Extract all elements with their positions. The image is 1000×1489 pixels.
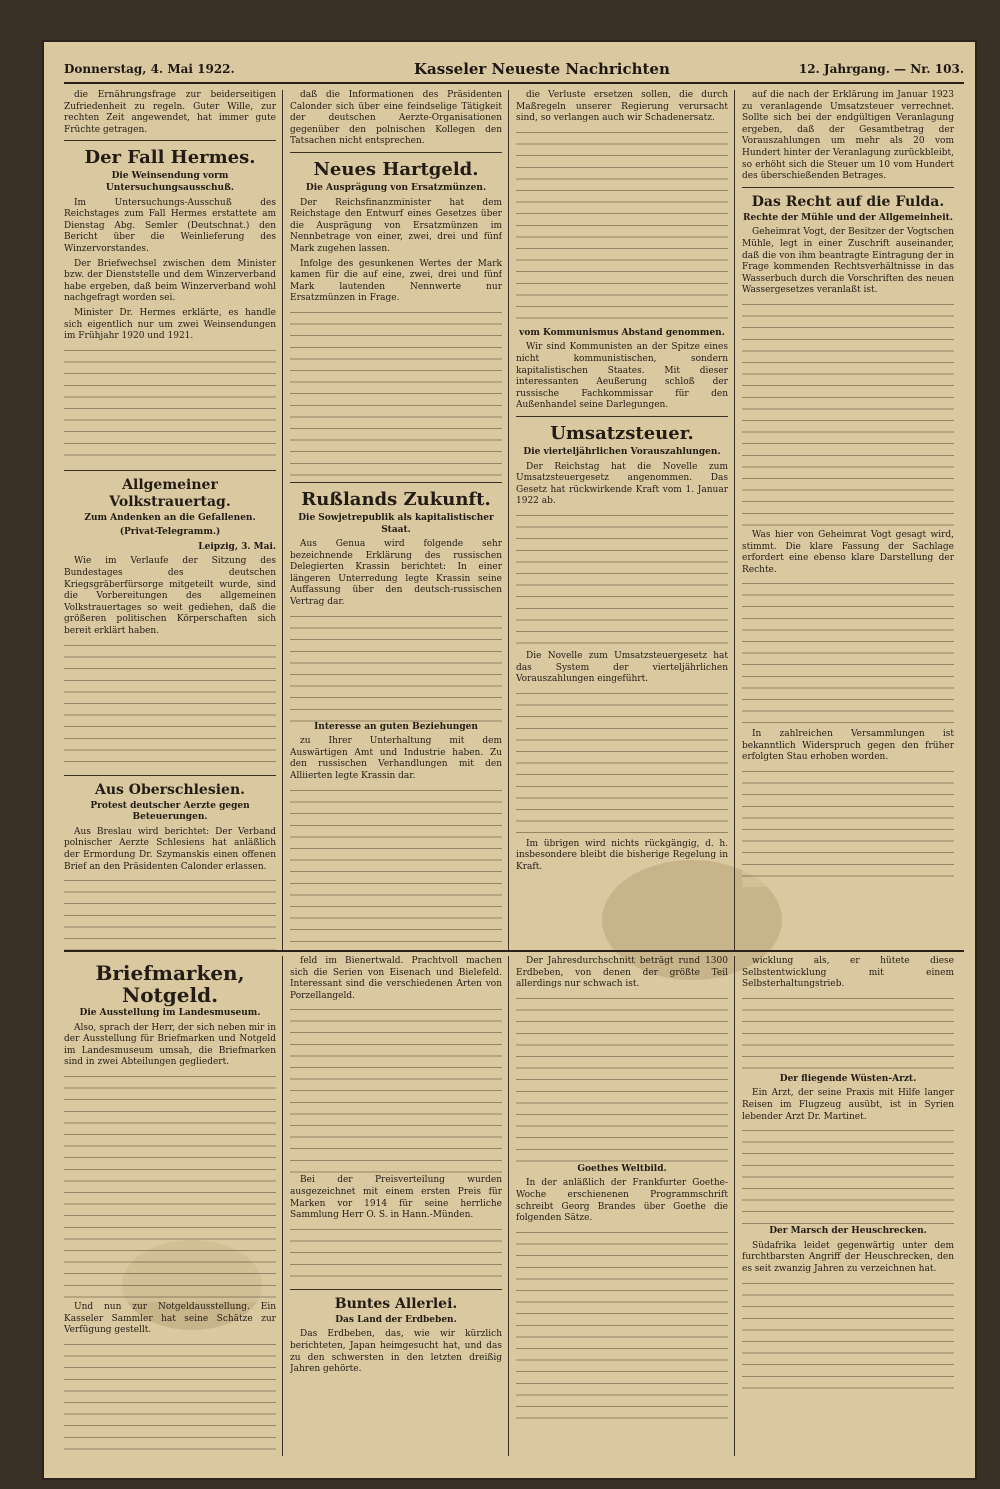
column-rule <box>282 956 283 1456</box>
lower-column-3 <box>516 956 728 1456</box>
paragraph: Aus Genua wird folgende sehr bezeichnende Erklärung des russischen Delegierten Krassin berichtet: In einer längeren Unterredung legte Krassin seine Auffassung über den deutsch-russischen Vertrag dar. <box>290 539 502 608</box>
paragraph: Wir sind Kommunisten an der Spitze eines nicht kommunistischen, sondern kapitalistischen Staates. Mit dieser interessanten Aeußerung schloß der russische Fachkommissar für den Außenhandel seine Darlegungen. <box>516 342 728 411</box>
paragraph: Minister Dr. Hermes erklärte, es handle sich eigentlich nur um zwei Weinsendungen im Frühjahr 1920 und 1921. <box>64 307 276 342</box>
issue-date: Donnerstag, 4. Mai 1922. <box>64 62 235 76</box>
headline: Der Fall Hermes. <box>84 147 256 169</box>
paragraph: die Ernährungsfrage zur beiderseitigen Zufriedenheit zu regeln. Guter Wille, zur rechten Zeit angewendet, hat immer gute Früchte getragen. <box>64 90 276 135</box>
paragraph: Der Briefwechsel zwischen dem Minister bzw. der Dienststelle und dem Winzerverband habe ergeben, daß beim Winzerverband wohl nachgefragt worden sei. <box>64 258 276 304</box>
paragraph: daß die Informationen des Präsidenten Calonder sich über eine feindselige Tätigkeit der deutschen Aerzte-Organisationen gegenüber den polnischen Kollegen den Tatsachen nicht entsprechen. <box>290 90 502 147</box>
column-rule <box>508 90 509 950</box>
subheadline: Die Sowjetrepublik als kapitalistischer Staat. <box>298 512 494 535</box>
column-3 <box>516 90 728 950</box>
text-lines <box>290 612 502 722</box>
subheadline: Die vierteljährlichen Vorauszahlungen. <box>523 446 721 457</box>
text-lines <box>516 689 728 839</box>
text-lines <box>742 1126 954 1226</box>
paragraph: Der Reichsfinanzminister hat dem Reichstage den Entwurf eines Gesetzes über die Ausprägung von Ersatzmünzen im Nennbetrage von einer, zwei, drei und fünf Mark zugehen lassen. <box>290 197 502 254</box>
column-rule <box>508 956 509 1456</box>
paragraph: die Verluste ersetzen sollen, die durch Maßregeln unserer Regierung verursacht sind, so verlangen auch wir Schadenersatz. <box>516 90 728 124</box>
paragraph: Wie im Verlaufe der Sitzung des Bundestages des deutschen Kriegsgräberfürsorge mitgeteilt wurde, sind die Vorbereitungen des allgemeinen Volkstrauertages so weit gediehen, daß die größeren politischen Körperschaften sich bereit erklärt haben. <box>64 556 276 637</box>
text-lines <box>64 641 276 771</box>
paper-title: Kasseler Neueste Nachrichten <box>414 60 670 78</box>
paragraph: feld im Bienertwald. Prachtvoll machen sich die Serien von Eisenach und Bielefeld. Interessant sind die verschiedenen Arten von Porzellangeld. <box>290 956 502 1001</box>
column-1 <box>64 90 276 950</box>
paragraph: Ein Arzt, der seine Praxis mit Hilfe langer Reisen im Flugzeug ausübt, ist in Syrien lebender Arzt Dr. Martinet. <box>742 1088 954 1122</box>
subheadline: Protest deutscher Aerzte gegen Beteuerungen. <box>90 800 250 823</box>
divider <box>64 140 276 141</box>
newspaper-page <box>42 40 977 1480</box>
headline: Neues Hartgeld. <box>313 158 479 180</box>
text-lines <box>64 876 276 950</box>
subheadline: Der Marsch der Heuschrecken. <box>769 1226 927 1237</box>
paragraph: wicklung als, er hütete diese Selbstentwicklung mit einem Selbsterhaltungstrieb. <box>742 956 954 990</box>
text-lines <box>516 994 728 1164</box>
paragraph: Und nun zur Notgeldausstellung. Ein Kasseler Sammler hat seine Schätze zur Verfügung gestellt. <box>64 1301 276 1336</box>
paragraph: Der Reichstag hat die Novelle zum Umsatzsteuergesetz angenommen. Das Gesetz hat rückwirkende Kraft vom 1. Januar 1922 ab. <box>516 461 728 507</box>
divider <box>290 1289 502 1290</box>
paragraph: Infolge des gesunkenen Wertes der Mark kamen für die auf eine, zwei, drei und fünf Mark lautenden Nennwerte nur Ersatzmünzen in Frage. <box>290 258 502 304</box>
headline: Umsatzsteuer. <box>550 422 694 444</box>
text-lines <box>290 1005 502 1175</box>
text-lines <box>290 1225 502 1285</box>
subheadline: Die Weinsendung vorm Untersuchungsausschuß. <box>105 171 235 193</box>
lower-column-1 <box>64 956 276 1456</box>
divider <box>290 152 502 153</box>
subheadline: Interesse an guten Beziehungen <box>314 721 478 732</box>
text-lines <box>516 511 728 651</box>
text-lines <box>290 308 502 478</box>
column-2 <box>290 90 502 950</box>
subheadline: Das Land der Erdbeben. <box>335 1314 457 1325</box>
subheadline: Zum Andenken an die Gefallenen. <box>84 512 256 523</box>
paragraph: Geheimrat Vogt, der Besitzer der Vogtschen Mühle, legt in einer Zuschrift auseinander, daß die von ihm beantragte Eintragung der in Frage kommenden Rechtsverhältnisse in das Wasserbuch durch die Vorschriften des neuen Wassergesetzes veranlaßt ist. <box>742 227 954 296</box>
paragraph: Im Untersuchungs-Ausschuß des Reichstages zum Fall Hermes erstattete am Dienstag Abg. Semler (Deutschnat.) den Bericht über die Weinlieferung des Winzervorstandes. <box>64 197 276 254</box>
text-lines <box>290 786 502 950</box>
lower-column-4 <box>742 956 954 1456</box>
subheadline: Die Ausstellung im Landesmuseum. <box>79 1008 261 1018</box>
subheadline: vom Kommunismus Abstand genommen. <box>519 327 725 338</box>
subheadline: Der fliegende Wüsten-Arzt. <box>779 1073 917 1084</box>
lower-column-2 <box>290 956 502 1456</box>
paragraph: Bei der Preisverteilung wurden ausgezeichnet mit einem ersten Preis für Marken vor 1914 für seine herrliche Sammlung Herr O. S. in Hann.-Münden. <box>290 1175 502 1221</box>
paragraph: Was hier von Geheimrat Vogt gesagt wird, stimmt. Die klare Fassung der Sachlage erfordert eine ebenso klare Darstellung der Rechte. <box>742 529 954 575</box>
column-4 <box>742 90 954 950</box>
headline: Das Recht auf die Fulda. <box>751 193 945 210</box>
headline: Allgemeiner Volkstrauertag. <box>109 476 231 510</box>
dateline: Leipzig, 3. Mai. <box>198 541 276 552</box>
text-lines <box>64 346 276 466</box>
dateline: (Privat-Telegramm.) <box>119 527 221 538</box>
divider <box>290 482 502 483</box>
headline: Rußlands Zukunft. <box>301 488 491 510</box>
column-rule <box>282 90 283 950</box>
paragraph: auf die nach der Erklärung im Januar 1923 zu veranlagende Umsatzsteuer verrechnet. Sollte sich bei der endgültigen Veranlagung ergeben, daß der Gesamtbetrag der Vorauszahlungen um mehr als 20 vom Hundert hinter der Veranlagung zurückbleibt, so erhöht sich die Steuer um 10 vom Hundert des überschießenden Betrages. <box>742 90 954 182</box>
column-rule <box>734 956 735 1456</box>
paragraph: Die Novelle zum Umsatzsteuergesetz hat das System der vierteljährlichen Vorauszahlungen eingeführt. <box>516 650 728 685</box>
column-rule <box>734 90 735 950</box>
headline: Briefmarken, Notgeld. <box>95 961 245 1007</box>
text-lines <box>742 767 954 887</box>
divider <box>516 416 728 417</box>
text-lines <box>516 128 728 328</box>
paragraph: Aus Breslau wird berichtet: Der Verband polnischer Aerzte Schlesiens hat anläßlich der Ermordung Dr. Szymanskis einen offenen Brief an den Präsidenten Calonder erlassen. <box>64 826 276 872</box>
paragraph: Im übrigen wird nichts rückgängig, d. h. insbesondere bleibt die bisherige Regelung in Kraft. <box>516 838 728 872</box>
text-lines <box>742 1279 954 1399</box>
headline: Aus Oberschlesien. <box>94 781 246 798</box>
subheadline: Goethes Weltbild. <box>577 1163 667 1174</box>
text-lines <box>742 300 954 530</box>
masthead <box>64 60 964 84</box>
divider <box>64 470 276 471</box>
paragraph: In der anläßlich der Frankfurter Goethe-Woche erschienenen Programmschrift schreibt Georg Brandes über Goethe die folgenden Sätze. <box>516 1178 728 1224</box>
section-rule <box>64 950 964 952</box>
paragraph: Also, sprach der Herr, der sich neben mir in der Ausstellung für Briefmarken und Notgeld im Landesmuseum umsah, die Briefmarken sind in zwei Abteilungen gegliedert. <box>64 1022 276 1068</box>
subheadline: Rechte der Mühle und der Allgemeinheit. <box>743 212 953 223</box>
subheadline: Die Ausprägung von Ersatzmünzen. <box>305 182 487 193</box>
paragraph: Südafrika leidet gegenwärtig unter dem furchtbarsten Angriff der Heuschrecken, den es seit zwanzig Jahren zu verzeichnen hat. <box>742 1240 954 1274</box>
text-lines <box>742 994 954 1074</box>
text-lines <box>64 1072 276 1302</box>
divider <box>64 775 276 776</box>
paragraph: Der Jahresdurchschnitt beträgt rund 1300 Erdbeben, von denen der größte Teil allerdings nur schwach ist. <box>516 956 728 990</box>
paragraph: zu Ihrer Unterhaltung mit dem Auswärtigen Amt und Industrie haben. Zu den russischen Verhandlungen mit den Alliierten legte Krassin dar. <box>290 736 502 782</box>
headline: Buntes Allerlei. <box>334 1295 458 1312</box>
divider <box>742 187 954 188</box>
text-lines <box>742 579 954 729</box>
paragraph: Das Erdbeben, das, wie wir kürzlich berichteten, Japan heimgesucht hat, und das zu den schwersten in den letzten dreißig Jahren gehörte. <box>290 1329 502 1375</box>
text-lines <box>64 1340 276 1450</box>
paragraph: In zahlreichen Versammlungen ist bekanntlich Widerspruch gegen den früher erfolgten Stau erhoben worden. <box>742 729 954 763</box>
issue-number: 12. Jahrgang. — Nr. 103. <box>798 62 964 76</box>
text-lines <box>516 1228 728 1428</box>
